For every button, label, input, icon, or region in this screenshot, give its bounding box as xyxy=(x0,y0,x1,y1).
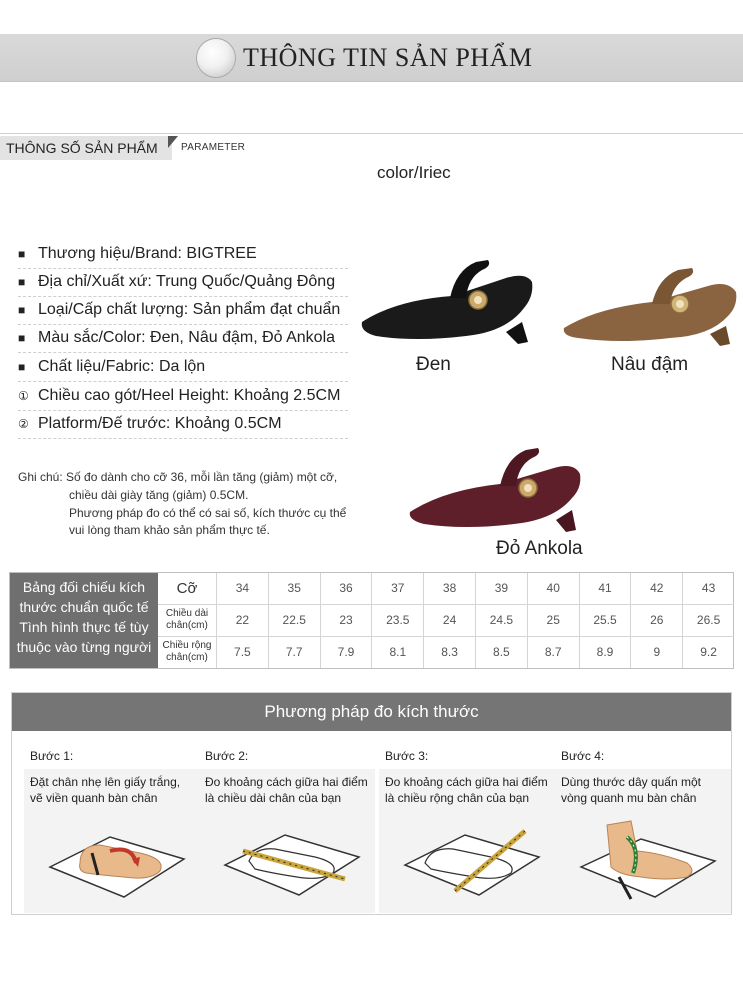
note-line: chiều dài giày tăng (giảm) 0.5CM. xyxy=(69,488,249,502)
parameter-sublabel: PARAMETER xyxy=(181,142,246,153)
spec-text: Màu sắc/Color: Đen, Nâu đậm, Đỏ Ankola xyxy=(38,329,336,346)
spec-item xyxy=(18,297,348,325)
spec-text: Thương hiệu/Brand: BIGTREE xyxy=(38,245,257,262)
spec-text: Chiều cao gót/Heel Height: Khoảng 2.5CM xyxy=(38,387,341,404)
measure-title: Phương pháp đo kích thước xyxy=(264,702,479,721)
note-line: vui lòng tham khảo sản phẩm thực tế. xyxy=(69,523,270,537)
width-cell: 7.7 xyxy=(268,637,320,668)
step-desc: Đo khoảng cách giữa hai điểm xyxy=(385,775,548,789)
size-header-line: Bảng đối chiếu kích xyxy=(22,579,146,595)
size-cell: 34 xyxy=(216,573,268,604)
size-table xyxy=(9,572,734,669)
length-cell: 23 xyxy=(320,605,372,636)
parameter-label: THÔNG SỐ SẢN PHẨM xyxy=(6,140,158,156)
size-header-line: thước chuẩn quốc tế xyxy=(19,599,149,615)
size-cell: 39 xyxy=(475,573,527,604)
divider xyxy=(0,133,743,134)
width-cell: 9.2 xyxy=(682,637,734,668)
color-title: color/Iriec xyxy=(377,163,451,182)
step-desc: vẽ viền quanh bàn chân xyxy=(30,791,158,805)
spec-item xyxy=(18,325,348,353)
width-cell: 8.7 xyxy=(527,637,579,668)
width-cell: 7.9 xyxy=(320,637,372,668)
note-line: Ghi chú: Số đo dành cho cỡ 36, mỗi lần tăng (giảm) một cỡ, xyxy=(18,470,338,484)
size-cell: 42 xyxy=(630,573,682,604)
length-row-label xyxy=(158,608,216,632)
step-desc: Đo khoảng cách giữa hai điểm xyxy=(205,775,368,789)
spec-text: Loại/Cấp chất lượng: Sản phẩm đạt chuẩn xyxy=(38,301,341,318)
length-cell: 22 xyxy=(216,605,268,636)
step-number: Bước 1: xyxy=(30,749,74,763)
size-header-line: thuộc vào từng người xyxy=(16,639,152,655)
length-cell: 25.5 xyxy=(579,605,631,636)
bullet-icon: ■ xyxy=(18,331,26,345)
width-row-label xyxy=(158,640,216,664)
parameter-tab xyxy=(0,136,172,160)
width-cell: 8.9 xyxy=(579,637,631,668)
width-cell: 8.3 xyxy=(423,637,475,668)
size-cell: 35 xyxy=(268,573,320,604)
ruler-length-icon xyxy=(215,807,365,903)
size-cell: 37 xyxy=(371,573,423,604)
measure-header xyxy=(12,693,731,731)
spec-item xyxy=(18,411,348,439)
size-cell: 40 xyxy=(527,573,579,604)
bullet-icon: ② xyxy=(18,417,29,431)
foot-outline-icon xyxy=(40,807,190,903)
length-cell: 24 xyxy=(423,605,475,636)
size-cell: 43 xyxy=(682,573,734,604)
length-cell: 24.5 xyxy=(475,605,527,636)
length-cell: 25 xyxy=(527,605,579,636)
spec-text: Chất liệu/Fabric: Da lộn xyxy=(38,358,206,375)
bullet-icon: ① xyxy=(18,389,29,403)
header-banner xyxy=(0,34,743,82)
spec-text: Platform/Đế trước: Khoảng 0.5CM xyxy=(38,415,282,432)
length-cell: 26 xyxy=(630,605,682,636)
circle-ornament-icon xyxy=(197,39,235,77)
spec-item xyxy=(18,354,348,382)
step-desc: là chiều rộng chân của bạn xyxy=(385,791,530,805)
length-label-line: chân(cm) xyxy=(166,620,208,631)
spec-item xyxy=(18,383,348,411)
length-cell: 22.5 xyxy=(268,605,320,636)
tab-corner-icon xyxy=(168,136,178,148)
bullet-icon: ■ xyxy=(18,247,26,261)
tape-measure-icon xyxy=(571,807,721,903)
size-row-label: Cỡ xyxy=(176,580,198,597)
size-table-header xyxy=(10,573,158,668)
width-cell: 7.5 xyxy=(216,637,268,668)
length-cell: 26.5 xyxy=(682,605,734,636)
measure-section xyxy=(11,692,732,915)
width-label-line: Chiều rộng xyxy=(162,640,212,651)
shoe-brown-image xyxy=(560,258,740,350)
spec-item xyxy=(18,241,348,269)
length-cell: 23.5 xyxy=(371,605,423,636)
note-line: Phương pháp đo có thể có sai số, kích thước cụ thể xyxy=(69,506,347,520)
shoe-red-image xyxy=(404,438,584,538)
step-number: Bước 2: xyxy=(205,749,249,763)
step-desc: Dùng thước dây quấn một xyxy=(561,775,701,789)
step-desc: vòng quanh mu bàn chân xyxy=(561,791,697,805)
shoe-black-image xyxy=(356,252,536,352)
step-number: Bước 3: xyxy=(385,749,429,763)
bullet-icon: ■ xyxy=(18,303,26,317)
ruler-width-icon xyxy=(395,807,545,903)
width-label-line: chân(cm) xyxy=(166,652,208,663)
step-desc: Đặt chân nhẹ lên giấy trắng, xyxy=(30,775,181,789)
width-cell: 8.5 xyxy=(475,637,527,668)
width-cell: 8.1 xyxy=(371,637,423,668)
bullet-icon: ■ xyxy=(18,275,26,289)
bullet-icon: ■ xyxy=(18,360,26,374)
spec-text: Địa chỉ/Xuất xứ: Trung Quốc/Quảng Đông xyxy=(38,273,336,290)
spec-item xyxy=(18,269,348,297)
color-label-black: Đen xyxy=(416,354,451,375)
length-label-line: Chiều dài xyxy=(165,608,209,619)
size-cell: 41 xyxy=(579,573,631,604)
size-cell: 36 xyxy=(320,573,372,604)
width-cell: 9 xyxy=(630,637,682,668)
color-label-brown: Nâu đậm xyxy=(611,354,689,375)
size-header-line: Tình hình thực tế tùy xyxy=(19,619,149,635)
step-desc: là chiều dài chân của bạn xyxy=(205,791,342,805)
color-label-red: Đỏ Ankola xyxy=(496,538,583,559)
size-cell: 38 xyxy=(423,573,475,604)
banner-title: THÔNG TIN SẢN PHẨM xyxy=(243,43,533,72)
step-number: Bước 4: xyxy=(561,749,605,763)
